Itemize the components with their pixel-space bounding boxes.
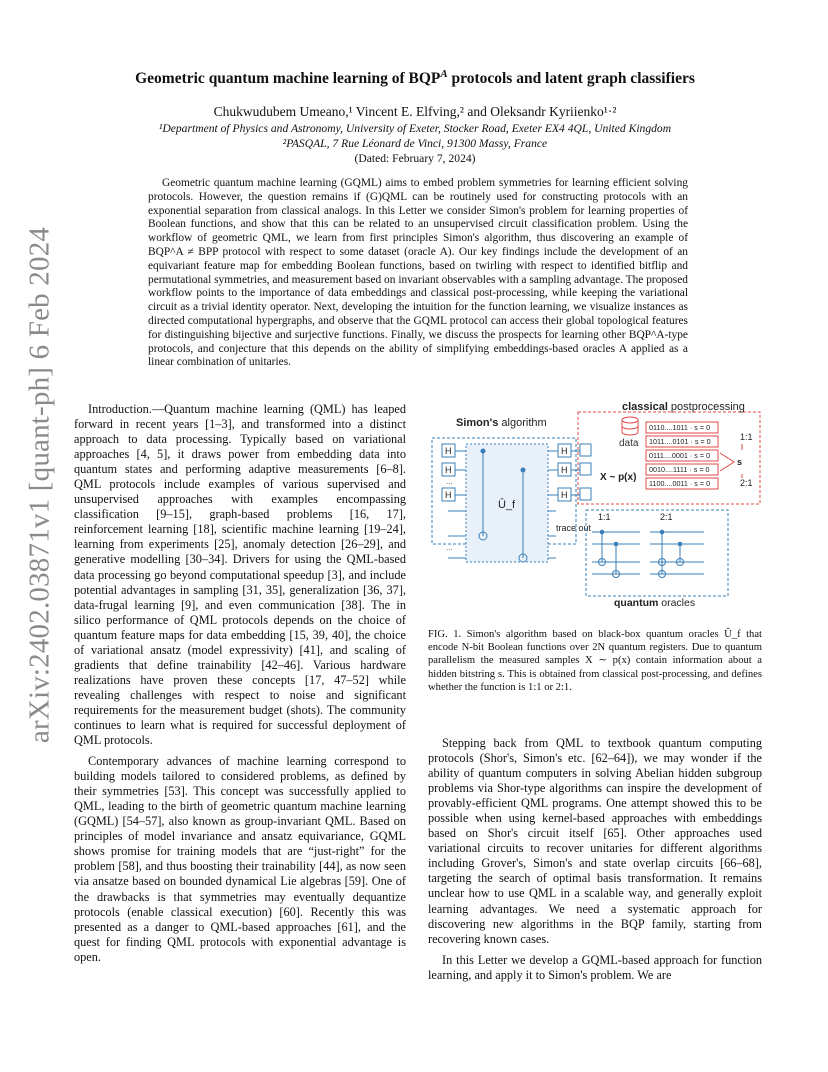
figure-1-diagram [428,398,762,612]
oracle-label: Û_f [498,499,516,511]
bitstring-row: 1011....0101 · s = 0 [649,437,711,446]
figure-1-caption: FIG. 1. Simon's algorithm based on black-box quantum oracles Û_f that encode N-bit Boolean functions over 2N quantum registers. Due to quantum parallelism the measured samples X ∼ p(x) contain information about a hidden bitstring s. This is obtained from classical post-processing, and defines whether the function is 1:1 or 2:1. [428,629,762,693]
s-label: s [737,457,743,467]
simons-label: Simon's algorithm [456,417,547,429]
letter-paragraph: In this Letter we develop a GQML-based approach for function learning, and apply it to Simon's problem. We are [428,952,762,982]
svg-text:H: H [445,490,452,500]
bitstring-row: 0110....1011 · s = 0 [649,423,711,432]
stepping-back-paragraph: Stepping back from QML to textbook quantum computing protocols (Shor's, Simon's etc. [62–64]), we may wonder if the ability of quantum computers in solving Abelian hidden subgroup problems via Shor-type algorithms can inspire the development of provably-efficient QML programs. One attempt showed this to be possible when using kernel-based approaches with embeddings based on Shor's circuit itself [65]. Other approaches used variational circuits to recover unitaries for different algorithms including Grover's, Simon's and state overlap circuits [66–68], targeting the search of optimal basis transformation. It remains unclear how to use QML in a scalable way, and generally exploit learning advantages. We need a systematic approach for discovering new algorithms in the BQP family, starting from recovering known cases. [428,736,762,946]
svg-text:1:1: 1:1 [598,512,611,522]
bitstring-table [646,422,718,489]
oracle-circuits [592,532,704,578]
gqml-paragraph: Contemporary advances of machine learning correspond to building models tailored to considered problems, as defined by their symmetries [53]. This concept was successfully applied to QML, leading to the birth of geometric quantum machine learning (GQML) [54–57], also known as group-invariant QML. Based on principles of model invariance and ansatz equivariance, GQML shows promise for training models that are “just-right” for the problem [58], and thus boosting their trainability [44], as now seen via ansatze based on bounded dynamical Lie algebras [59]. One of the drawbacks is that symmetries may eventually dequantize protocols (enable classical execution) [60]. Recently this was presented as a danger to QML-based approaches [61], and the quest for finding QML protocols with exponential advantage is open. [74,754,406,964]
measurement-icon [580,444,591,500]
bitstring-row: 0010....1111 · s = 0 [649,465,710,474]
svg-text:...: ... [446,477,453,486]
affiliation-1: ¹Department of Physics and Astronomy, University of Exeter, Stocker Road, Exeter EX4 4QL, United Kingdom [158,122,672,135]
affiliation-2: ²PASQAL, 7 Rue Léonard de Vinci, 91300 Massy, France [282,137,548,150]
svg-text:2:1: 2:1 [660,512,673,522]
quantum-oracles-label: quantum oracles [614,597,696,609]
database-icon [622,417,638,435]
bitstring-row: 0111....0001 · s = 0 [649,451,711,460]
abstract: Geometric quantum machine learning (GQML) aims to embed problem symmetries for learning efficient solving protocols. However, the question remains if (G)QML can be routinely used for constructing protocols with an exponential separation from classical analogs. In this Letter we consider Simon's problem for learning properties of Boolean functions, and show that this can be related to an unsupervised circuit classification problem. Using the workflow of geometric QML, we learn from first principles Simon's algorithm, thus discovering an example of BQP^A ≠ BPP protocol with respect to some dataset (oracle A). Our key findings include the development of an equivariant feature map for embedding Boolean functions, based on twirling with respect to identified bitflip and permutational symmetries, and measurement based on invariant observables with a sampling advantage. The proposed workflow points to the importance of data embeddings and classical post-processing, while keeping the variational circuit as a trivial identity operator. Next, developing the intuition for the function learning, we visualize instances as directed computational hypergraphs, and observe that the GQML protocol can access their global topological features for distinguishing bijective and surjective functions. Finally, we discuss the prospects for learning other BQP^A-type protocols, and conjecture that this depends on the ability of simplifying embeddings-based oracles A applied as a linear combination of unitaries. [148,177,688,369]
bitstring-row: 1100....0011 · s = 0 [649,479,711,488]
svg-text:...: ... [446,543,453,552]
right-column [428,736,762,983]
svg-text:H: H [561,446,568,456]
ratio-1to1: 1:1 [740,432,753,442]
intro-paragraph: Introduction.—Quantum machine learning (QML) has leaped forward in recent years [1–3], and transformed into a distinct approach to data processing. Typically based on variational approaches [4, 5], it draws power from embedding data into quantum states and performing adaptive measurements [6–8]. QML protocols include examples of various supervised and unsupervised approaches with examples encompassing classification [9–15], graph-based problems [16, 17], reinforcement learning [18], scientific machine learning [19–24], learning from experiments [25], anomaly detection [26–29], and generative modelling [30–34]. Drivers for using the QML-based data processing go beyond computational speedup [3], and include potential advantages in sampling [31, 35], generalization [36, 37], data-frugal learning [9], and even communication [38]. The in silico performance of QML protocols depends on the choice of quantum feature maps for data embedding [15, 39, 40], the choice of variational ansatz (model expressivity) [41], and scaling of gradients that define trainability [42–46]. Various hardware realizations have proven these concepts [17, 47–52] while revealing challenges with respect to noise and significant requirements for the measurement budget (shots). The community continues to learn what is required for successful deployment of QML protocols. [74,402,406,748]
author-list: Chukwudubem Umeano,¹ Vincent E. Elfving,² and Oleksandr Kyriienko¹·² [213,104,617,119]
trace-out-label: trace out [556,523,592,533]
arrow [720,453,734,471]
paper-title: Geometric quantum machine learning of $BQP^A$ protocols and latent graph classifiers [135,68,695,88]
sample-label: X ~ p(x) [600,472,637,483]
left-column [74,402,406,965]
ratio-2to1: 2:1 [740,478,753,488]
arxiv-sidebar-stamp: arXiv:2402.03871v1 [quant-ph] 6 Feb 2024 [23,226,56,744]
quantum-oracles-frame [586,510,728,596]
classical-label: classical postprocessing [622,401,745,413]
svg-text:H: H [445,446,452,456]
svg-text:H: H [561,490,568,500]
data-label: data [619,438,639,449]
svg-text:H: H [445,465,452,475]
svg-text:H: H [561,465,568,475]
date-line: (Dated: February 7, 2024) [354,152,476,165]
